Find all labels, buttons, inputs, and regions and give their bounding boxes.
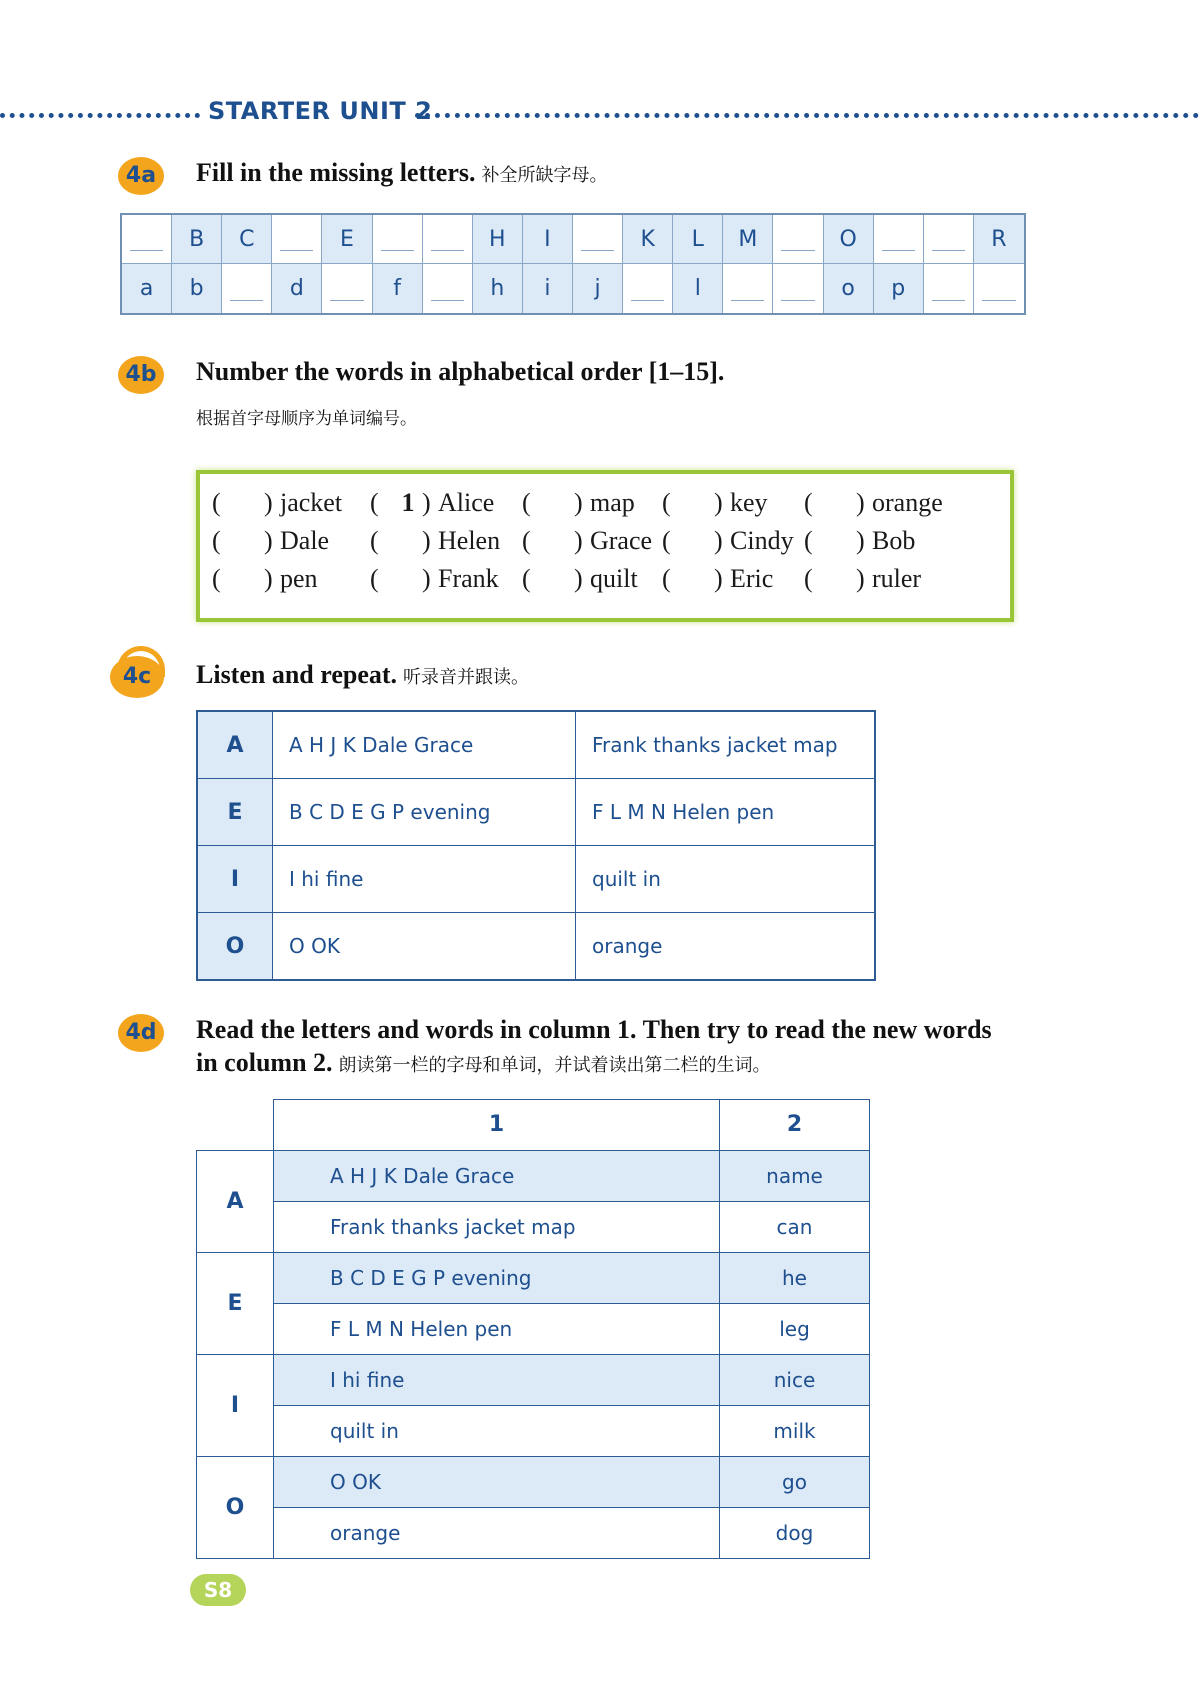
blank-write-line (381, 250, 414, 251)
close-paren: ) (422, 526, 431, 555)
instruction-4c-text: Listen and repeat. (196, 660, 398, 689)
word-label: map (590, 488, 635, 517)
blank-letter-cell[interactable] (423, 264, 473, 313)
open-paren: ( (370, 564, 379, 593)
close-paren: ) (574, 526, 583, 555)
open-paren: ( (804, 526, 813, 555)
letter-cell (824, 264, 874, 313)
open-paren: ( (370, 526, 379, 555)
letter: b (189, 276, 204, 301)
letter: B (189, 226, 205, 252)
open-paren: ( (522, 564, 531, 593)
column-2-cell: go (720, 1456, 870, 1507)
word-row (200, 564, 1010, 604)
unit-title: STARTER UNIT 2 (208, 97, 433, 125)
blank-write-line (280, 250, 313, 251)
blank-letter-cell[interactable] (773, 264, 823, 313)
blank-write-line (130, 250, 163, 251)
blank-write-line (731, 300, 764, 301)
letter-cell (122, 264, 172, 313)
instruction-4b-cn: 根据首字母顺序为单词编号。 (196, 409, 417, 429)
table-row (197, 1201, 870, 1252)
close-paren: ) (856, 526, 865, 555)
blank-write-line (330, 300, 363, 301)
column-2-cell: name (720, 1150, 870, 1201)
vowel-letter: O (197, 1456, 274, 1558)
section-badge-4d: 4d (118, 1014, 164, 1052)
word-row (200, 526, 1010, 566)
table-row (197, 1303, 870, 1354)
open-paren: ( (212, 488, 221, 517)
letter: H (489, 226, 506, 252)
open-paren: ( (212, 564, 221, 593)
column-2-cell: dog (720, 1507, 870, 1558)
word-label: Dale (280, 526, 330, 555)
blank-letter-cell[interactable] (272, 215, 322, 264)
letter: R (991, 226, 1007, 252)
letter: O (839, 226, 857, 252)
column-2-cell: nice (720, 1354, 870, 1405)
table-header-row (197, 1100, 870, 1151)
letter: a (139, 276, 154, 301)
letters-words-cell: B C D E G P evening (273, 779, 576, 846)
letter: L (691, 226, 704, 252)
blank-letter-cell[interactable] (373, 215, 423, 264)
close-paren: ) (856, 488, 865, 517)
blank-letter-cell[interactable] (974, 264, 1024, 313)
blank-letter-cell[interactable] (423, 215, 473, 264)
letter-cell (523, 215, 573, 264)
letter: j (594, 276, 601, 301)
vowel-letter: I (197, 846, 273, 913)
letters-words-cell: O OK (273, 913, 576, 981)
close-paren: ) (264, 526, 273, 555)
column-2-cell: leg (720, 1303, 870, 1354)
vowel-letter: O (197, 913, 273, 981)
blank-letter-cell[interactable] (623, 264, 673, 313)
blank-write-line (230, 300, 263, 301)
blank-letter-cell[interactable] (322, 264, 372, 313)
column-1-cell: A H J K Dale Grace (274, 1150, 720, 1201)
column-1-cell: Frank thanks jacket map (274, 1201, 720, 1252)
instruction-4a-cn: 补全所缺字母。 (481, 165, 608, 185)
blank-letter-cell[interactable] (773, 215, 823, 264)
blank-letter-cell[interactable] (874, 215, 924, 264)
instruction-4d-cn: 朗读第一栏的字母和单词，并试着读出第二栏的生词。 (338, 1055, 771, 1075)
letter: M (738, 226, 758, 252)
letter: C (239, 226, 255, 252)
close-paren: ) (264, 488, 273, 517)
header-dotted-rule-left (0, 113, 200, 118)
word-label: jacket (280, 488, 343, 517)
blank-write-line (982, 300, 1016, 301)
column-2-cell: milk (720, 1405, 870, 1456)
letter: l (694, 276, 701, 301)
close-paren: ) (856, 564, 865, 593)
letters-words-cell: I hi fine (273, 846, 576, 913)
letter-cell (673, 264, 723, 313)
word-label: Eric (730, 564, 774, 593)
letter: f (393, 276, 401, 301)
instruction-4d-line2 (196, 1048, 771, 1078)
page-number: S8 (190, 1574, 246, 1606)
letter-cell (172, 264, 222, 313)
letter-cell (272, 264, 322, 313)
table-row (197, 1405, 870, 1456)
header-dotted-rule-right (415, 113, 1199, 118)
blank-letter-cell[interactable] (924, 215, 974, 264)
vowel-letter: A (197, 1150, 274, 1252)
word-ordering-box (196, 470, 1014, 622)
letter-cell (222, 215, 272, 264)
vowel-letter: A (197, 711, 273, 779)
letter: I (544, 226, 551, 252)
column-2-cell: he (720, 1252, 870, 1303)
table-row (197, 1354, 870, 1405)
blank-write-line (431, 250, 464, 251)
instruction-4d-line2-text: in column 2. (196, 1048, 333, 1077)
word-label: key (730, 488, 768, 517)
letter-cell (172, 215, 222, 264)
close-paren: ) (714, 488, 723, 517)
letter-cell (573, 264, 623, 313)
letter-cell (473, 264, 523, 313)
column-1-cell: B C D E G P evening (274, 1252, 720, 1303)
blank-write-line (882, 250, 915, 251)
blank-write-line (781, 250, 814, 251)
open-paren: ( (522, 488, 531, 517)
letter-cell (322, 215, 372, 264)
table-row (197, 1252, 870, 1303)
vowel-row (197, 846, 875, 913)
letter-cell (373, 264, 423, 313)
word-label: quilt (590, 564, 638, 593)
letter: i (544, 276, 551, 301)
letter-cell (824, 215, 874, 264)
unit-header (0, 95, 1199, 135)
word-label: ruler (872, 564, 922, 593)
close-paren: ) (264, 564, 273, 593)
table-row (197, 1507, 870, 1558)
column-2-header: 2 (720, 1100, 870, 1151)
letter: h (490, 276, 505, 301)
word-label: pen (280, 564, 318, 593)
empty-header-cell (197, 1100, 274, 1151)
blank-letter-cell[interactable] (723, 264, 773, 313)
word-label: Bob (872, 526, 916, 555)
letter: E (340, 226, 354, 252)
blank-letter-cell[interactable] (222, 264, 272, 313)
close-paren: ) (422, 564, 431, 593)
blank-write-line (431, 300, 464, 301)
close-paren: ) (714, 526, 723, 555)
words-cell: orange (576, 913, 876, 981)
column-1-cell: orange (274, 1507, 720, 1558)
letter: o (841, 276, 855, 301)
column-1-cell: F L M N Helen pen (274, 1303, 720, 1354)
column-1-cell: I hi fine (274, 1354, 720, 1405)
column-2-cell: can (720, 1201, 870, 1252)
read-words-table (196, 1099, 870, 1559)
instruction-4a-text: Fill in the missing letters. (196, 158, 476, 187)
close-paren: ) (574, 488, 583, 517)
vowel-letter: E (197, 1252, 274, 1354)
blank-write-line (581, 250, 614, 251)
section-badge-4a: 4a (118, 157, 164, 195)
open-paren: ( (804, 488, 813, 517)
words-cell: Frank thanks jacket map (576, 711, 876, 779)
blank-letter-cell[interactable] (122, 215, 172, 264)
vowel-letter: I (197, 1354, 274, 1456)
vowel-row (197, 913, 875, 981)
blank-write-line (932, 250, 965, 251)
table-row (197, 1456, 870, 1507)
word-label: Grace (590, 526, 653, 555)
column-1-cell: quilt in (274, 1405, 720, 1456)
letter-cell (473, 215, 523, 264)
instruction-4d-line1: Read the letters and words in column 1. Then try to read the new words (196, 1015, 992, 1044)
column-1-header: 1 (274, 1100, 720, 1151)
column-1-cell: O OK (274, 1456, 720, 1507)
open-paren: ( (212, 526, 221, 555)
vowel-row (197, 779, 875, 846)
open-paren: ( (662, 488, 671, 517)
letter: d (289, 276, 304, 301)
blank-write-line (932, 300, 965, 301)
letter-cell (523, 264, 573, 313)
letter-cell (723, 215, 773, 264)
letter: p (891, 276, 906, 301)
open-paren: ( (804, 564, 813, 593)
word-label: Cindy (730, 526, 794, 555)
close-paren: ) (422, 488, 431, 517)
vowel-row (197, 711, 875, 779)
instruction-4a (196, 158, 607, 188)
letter-cell (974, 215, 1024, 264)
alphabet-grid (120, 213, 1026, 315)
instruction-4b: Number the words in alphabetical order [1–15]. (196, 357, 725, 386)
close-paren: ) (574, 564, 583, 593)
instruction-4c-cn: 听录音并跟读。 (403, 667, 530, 687)
table-row (197, 1150, 870, 1201)
blank-write-line (781, 300, 814, 301)
letter-cell (673, 215, 723, 264)
words-cell: quilt in (576, 846, 876, 913)
section-badge-4c: 4c (110, 656, 164, 698)
close-paren: ) (714, 564, 723, 593)
letter: K (640, 226, 655, 252)
vowel-letter: E (197, 779, 273, 846)
order-number-field[interactable]: 1 (401, 488, 415, 517)
open-paren: ( (522, 526, 531, 555)
instruction-4c (196, 660, 529, 690)
open-paren: ( (662, 564, 671, 593)
open-paren: ( (370, 488, 379, 517)
letter-cell (623, 215, 673, 264)
word-label: Helen (438, 526, 501, 555)
letters-words-cell: A H J K Dale Grace (273, 711, 576, 779)
word-row (200, 488, 1010, 528)
section-badge-4b: 4b (118, 356, 164, 394)
blank-letter-cell[interactable] (573, 215, 623, 264)
word-label: Frank (438, 564, 499, 593)
blank-letter-cell[interactable] (924, 264, 974, 313)
words-cell: F L M N Helen pen (576, 779, 876, 846)
word-label: orange (872, 488, 943, 517)
letter-cell (874, 264, 924, 313)
word-label: Alice (438, 488, 495, 517)
open-paren: ( (662, 526, 671, 555)
listen-repeat-table (196, 710, 876, 981)
blank-write-line (631, 300, 664, 301)
